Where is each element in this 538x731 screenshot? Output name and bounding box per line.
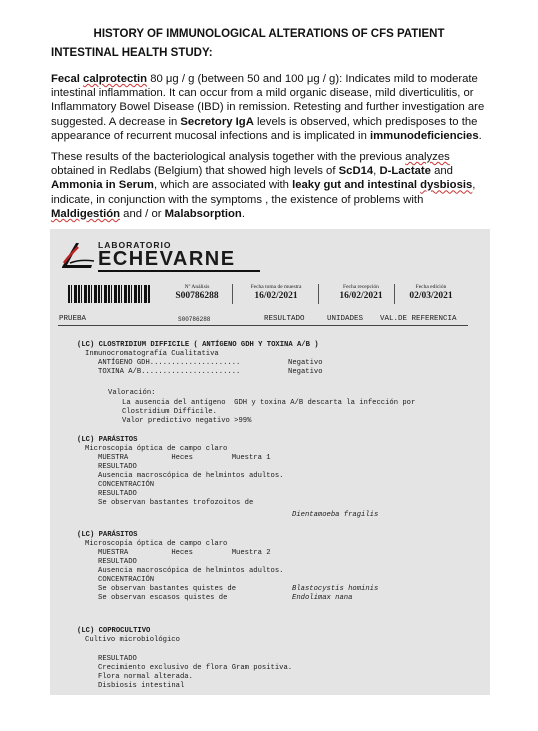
concentration-label: CONCENTRACIÓN xyxy=(98,576,155,584)
paragraph-bacteriological xyxy=(51,150,491,221)
sample-line: MUESTRA Heces Muestra 2 xyxy=(98,549,271,557)
result-line: Se observan bastantes trofozoitos de xyxy=(98,499,254,507)
assessment-line: Clostridium Difficile. xyxy=(122,408,217,416)
organism-name: Blastocystis hominis xyxy=(292,585,379,593)
organism-name: Endolimax nana xyxy=(292,594,353,602)
lab-logo-icon xyxy=(58,239,98,273)
result-label: RESULTADO xyxy=(98,490,137,498)
result-line: Se observan bastantes quistes de xyxy=(98,585,237,593)
p2-analyzes: analyzes xyxy=(405,151,450,163)
assessment-line: Valor predictivo negativo >99% xyxy=(122,417,252,425)
meta-value: 16/02/2021 xyxy=(254,291,298,301)
meta-value: 16/02/2021 xyxy=(339,291,383,301)
test-parasites-2: (LC) PARÁSITOS xyxy=(77,531,138,539)
assessment-label: Valoración: xyxy=(108,389,156,397)
assessment-line: La ausencia del antígeno GDH y toxina A/B descarta la infección por xyxy=(122,399,416,407)
p2-scd14: ScD14 xyxy=(338,165,374,178)
p2-text-1: These results of the bacteriological analysis together with the previous xyxy=(51,151,406,163)
p2-end: . xyxy=(241,207,245,220)
p2-and: and xyxy=(430,165,453,178)
p2-andor: and / or xyxy=(120,207,165,220)
gdh-result: Negativo xyxy=(288,359,323,367)
page-title: HISTORY OF IMMUNOLOGICAL ALTERATIONS OF CFS PATIENT xyxy=(93,28,445,40)
method: Cultivo microbiológico xyxy=(85,636,180,644)
p1-immunodeficiencies: immunodeficiencies xyxy=(370,129,479,142)
test-parasites-1: (LC) PARÁSITOS xyxy=(77,436,138,444)
result-line: Crecimiento exclusivo de flora Gram positiva. xyxy=(98,664,293,672)
header-prueba: PRUEBA xyxy=(59,315,87,323)
p2-text-4: , indicate, in conjunction with the symptoms , the existence of problems with xyxy=(51,179,476,206)
lab-name-underline xyxy=(98,270,260,272)
sample-line: MUESTRA Heces Muestra 1 xyxy=(98,454,271,462)
meta-label: Fecha toma de muestra xyxy=(250,284,302,290)
p1-text-1: 80 μg / g (between 50 and 100 μg / g): Indicates mild to moderate intestinal inflammation. It can occur from a mild organic disease, mild diverticulitis, or Inflammatory Bowel Disease (IBD) in remission. Retesting and further investigation are suggested. A decrease in xyxy=(51,73,485,128)
meta-label: Fecha recepción xyxy=(343,284,379,290)
method: Microscopía óptica de campo claro xyxy=(85,445,228,453)
concentration-label: CONCENTRACIÓN xyxy=(98,481,155,489)
divider xyxy=(394,284,395,304)
divider xyxy=(232,284,233,304)
p2-text-2: obtained in Redlabs (Belgium) that showed high levels of xyxy=(51,165,339,178)
meta-reception-date xyxy=(322,284,400,301)
header-code: S00786288 xyxy=(178,316,211,323)
p2-maldigestion: Maldigestión xyxy=(51,207,121,220)
header-referencia: VAL.DE REFERENCIA xyxy=(380,315,457,323)
p1-secretory-iga: Secretory IgA xyxy=(180,115,254,128)
result-line: Ausencia macroscópica de helmintos adultos. xyxy=(98,472,284,480)
toxin-label: TOXINA A/B....................... xyxy=(98,368,241,376)
section-title: INTESTINAL HEALTH STUDY: xyxy=(51,47,213,59)
result-line: Se observan escasos quistes de xyxy=(98,594,228,602)
p2-text-3: , which are associated with xyxy=(153,179,293,192)
result-line: Flora normal alterada. xyxy=(98,673,193,681)
p1-fecal: Fecal xyxy=(51,73,80,85)
meta-value: 02/03/2021 xyxy=(409,291,453,301)
lab-name: ECHEVARNE xyxy=(98,248,236,270)
meta-label: Nº Análisis xyxy=(184,284,210,290)
organism-name: Dientamoeba fragilis xyxy=(292,511,379,519)
p2-leaky-gut: leaky gut and intestinal xyxy=(292,179,418,192)
test-clostridium: (LC) CLOSTRIDIUM DIFFICILE ( ANTÍGENO GDH Y TOXINA A/B ) xyxy=(77,341,319,349)
result-line: Disbiosis intestinal xyxy=(98,682,185,690)
result-label: RESULTADO xyxy=(98,558,137,566)
p2-ammonia: Ammonia in Serum xyxy=(51,179,154,192)
divider xyxy=(318,284,319,304)
result-line: Ausencia macroscópica de helmintos adultos. xyxy=(98,567,284,575)
p2-comma: , xyxy=(373,165,380,178)
meta-value: S00786288 xyxy=(175,291,219,301)
p2-malabsorption: Malabsorption xyxy=(164,207,242,220)
gdh-label: ANTÍGENO GDH..................... xyxy=(98,359,241,367)
header-unidades: UNIDADES xyxy=(327,315,364,323)
meta-sample-date xyxy=(236,284,316,301)
barcode xyxy=(68,285,150,303)
result-label: RESULTADO xyxy=(98,655,137,663)
result-label: RESULTADO xyxy=(98,463,137,471)
lab-report-image xyxy=(50,229,490,695)
paragraph-calprotectin xyxy=(51,72,491,143)
method: Inmunocromatografía Cualitativa xyxy=(85,350,219,358)
header-rule xyxy=(58,325,468,326)
p1-text-2: levels is observed, which predisposes to the appearance of recurrent mucosal infections and is implicated in xyxy=(51,115,478,142)
toxin-result: Negativo xyxy=(288,368,323,376)
p1-end: . xyxy=(478,129,482,142)
p2-d-lactate: D-Lactate xyxy=(379,165,431,178)
meta-label: Fecha edición xyxy=(415,284,447,290)
header-resultado: RESULTADO xyxy=(264,315,305,323)
method: Microscopía óptica de campo claro xyxy=(85,540,228,548)
meta-edition-date xyxy=(398,284,464,301)
p2-dysbiosis: dysbiosis xyxy=(420,179,473,192)
lab-name-small: LABORATORIO xyxy=(98,240,172,250)
test-coproculture: (LC) COPROCULTIVO xyxy=(77,627,151,635)
meta-analysis-number xyxy=(162,284,232,301)
p1-calprotectin: calprotectin xyxy=(83,73,148,85)
